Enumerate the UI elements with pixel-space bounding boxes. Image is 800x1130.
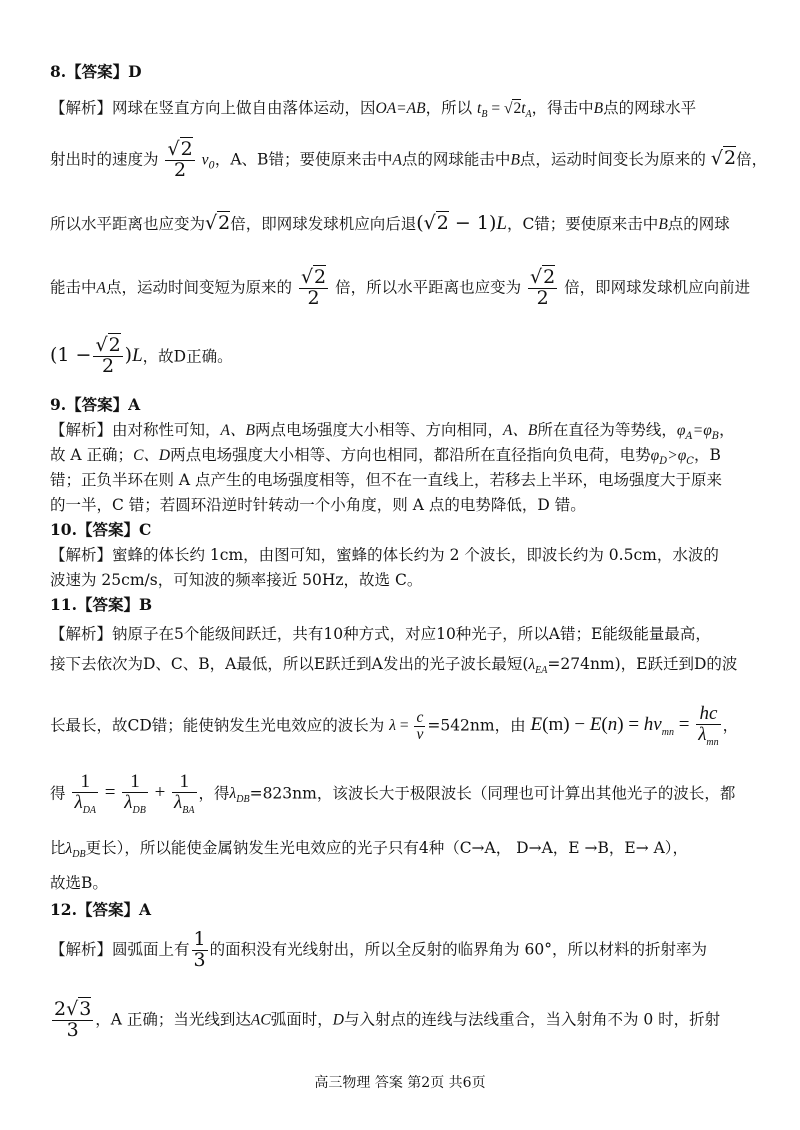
fraction-2sqrt3-over-3: $\frac{2√3}{3}$ bbox=[54, 998, 92, 1041]
q12-analysis-line-1: 【解析】圆弧面上有 $\frac{1}{3}$ 的面积没有光线射出，所以全反射的临界角为 60°，所以材料的折射率为 bbox=[50, 928, 708, 971]
q11-analysis-line-6: 故选B。 bbox=[50, 874, 108, 892]
formula-sqrt2-minus-1-L: (√2 − 1)L bbox=[416, 212, 507, 234]
formula-1-minus-sqrt2-over-2-L: (1 − $\frac{√2}{2}$ )L bbox=[50, 334, 143, 377]
q11-analysis-line-4: 得 $\frac{1}{\lambda_{DA}}$ = $\frac{1}{\lambda_{DB}}$ + $\frac{1}{\lambda_{BA}}$ ，得$\lambda_{DB}=823nm$，该波长大于极限波长（同理也可计算出其他光子的波长，都 bbox=[50, 771, 736, 816]
page-footer: 高三物理 答案 第2页 共6页 bbox=[314, 1075, 486, 1091]
q10-analysis-line-1: 【解析】蜜蜂的体长约 1cm，由图可知，蜜蜂的体长约为 2 个波长，即波长约为 0.5cm，水波的 bbox=[50, 546, 719, 564]
q8-analysis-line-3: 所以水平距离也应变为√2倍，即网球发球机应向后退(√2 − 1)L，C错；要使原来击中B点的网球 bbox=[50, 212, 730, 234]
lambda-DB: $\lambda_{DB}$ bbox=[65, 840, 86, 861]
q9-analysis-line-2: 故 A 正确；C、D两点电场强度大小相等、方向也相同，都沿所在直径指向负电荷，电势$\varphi_D>\varphi_C$，B bbox=[50, 446, 721, 468]
q9-analysis-line-3: 错；正负半环在则 A 点产生的电场强度相等，但不在一直线上，若移去上半环，电场强度大于原来 bbox=[50, 471, 723, 489]
q11-analysis-line-1: 【解析】钠原子在5个能级间跃迁，共有10种方式，对应10种光子，所以A错；E能级能量最高， bbox=[50, 625, 711, 643]
lambda-EA: $\lambda_{EA}$ bbox=[528, 656, 548, 677]
q8-answer-heading: 8.【答案】D bbox=[50, 62, 142, 81]
formula-lambda-eq-c-over-v: λ = $\frac{c}{\nu}$ bbox=[389, 709, 424, 744]
q10-analysis-line-2: 波速为 25cm/s，可知波的频率接近 50Hz，故选 C。 bbox=[50, 571, 423, 589]
q9-analysis-line-1: 【解析】由对称性可知，A、B两点电场强度大小相等、方向相同，A、B所在直径为等势线，$\varphi_A=\varphi_B$， bbox=[50, 421, 735, 443]
q8-analysis-line-5: (1 − $\frac{√2}{2}$ )L，故D正确。 bbox=[50, 334, 233, 377]
q9-analysis-line-4: 的一半，C 错；若圆环沿逆时针转动一个小角度，则 A 点的电势降低，D 错。 bbox=[50, 496, 586, 514]
fraction-sqrt2-over-2: $\frac{√2}{2}$ bbox=[530, 266, 556, 309]
q11-analysis-line-2: 接下去依次为D、C、B，A最低，所以E跃迁到A发出的光子波长最短$(\lambda_{EA}=274nm)$，E跃迁到D的波 bbox=[50, 655, 738, 677]
lambda-DB: $\lambda_{DB}$ bbox=[229, 785, 250, 806]
fraction-sqrt2-over-2: $\frac{√2}{2}$ bbox=[300, 266, 327, 309]
sqrt-2: √2 bbox=[710, 147, 737, 170]
q12-answer-heading: 12.【答案】A bbox=[50, 900, 151, 919]
q11-analysis-line-3: 长最长，故CD错；能使钠发生光电效应的波长为 λ = $\frac{c}{\nu}$ =542nm，由 $E(m) - E(n) = h\nu_{mn}$ = $\frac{hc}{\lambda_{mn}}$ ， bbox=[50, 703, 739, 748]
q11-analysis-line-5: 比$\lambda_{DB}$更长），所以能使金属钠发生光电效应的光子只有4种（C→A， D→A，E →B，E→ A）， bbox=[50, 839, 689, 861]
formula-energy-difference: $E(m) - E(n) = h\nu_{mn}$ = $\frac{hc}{\lambda_{mn}}$ bbox=[530, 703, 719, 748]
q8-analysis-line-4: 能击中A点，运动时间变短为原来的 $\frac{√2}{2}$ 倍，所以水平距离也应变为 $\frac{√2}{2}$ 倍，即网球发球机应向前进 bbox=[50, 266, 751, 309]
fraction-sqrt2-over-2: $\frac{√2}{2}$ bbox=[167, 138, 193, 181]
sqrt-2: √2 bbox=[205, 212, 231, 234]
q11-answer-heading: 11.【答案】B bbox=[50, 595, 153, 614]
q8-analysis-line-2: 射出时的速度为 $\frac{√2}{2}$ $v_0$，A、B错；要使原来击中A点的网球能击中B点，运动时间变长为原来的 √2倍， bbox=[50, 138, 768, 181]
q12-analysis-line-2: $\frac{2√3}{3}$ ，A 正确；当光线到达AC弧面时，D与入射点的连线与法线重合，当入射角不为 0 时，折射 bbox=[54, 998, 721, 1041]
formula-tb-eq-sqrt2-ta: $t_B = √2t_A$ bbox=[477, 100, 532, 121]
q9-answer-heading: 9.【答案】A bbox=[50, 395, 141, 414]
q10-answer-heading: 10.【答案】C bbox=[50, 520, 152, 539]
formula-reciprocal-wavelengths: $\frac{1}{\lambda_{DA}}$ = $\frac{1}{\lambda_{DB}}$ + $\frac{1}{\lambda_{BA}}$ bbox=[74, 771, 195, 816]
fraction-1-over-3: $\frac{1}{3}$ bbox=[193, 928, 206, 971]
q8-analysis-line-1: 【解析】网球在竖直方向上做自由落体运动，因OA=AB，所以 $t_B = √2t_A$，得击中B点的网球水平 bbox=[50, 99, 697, 121]
